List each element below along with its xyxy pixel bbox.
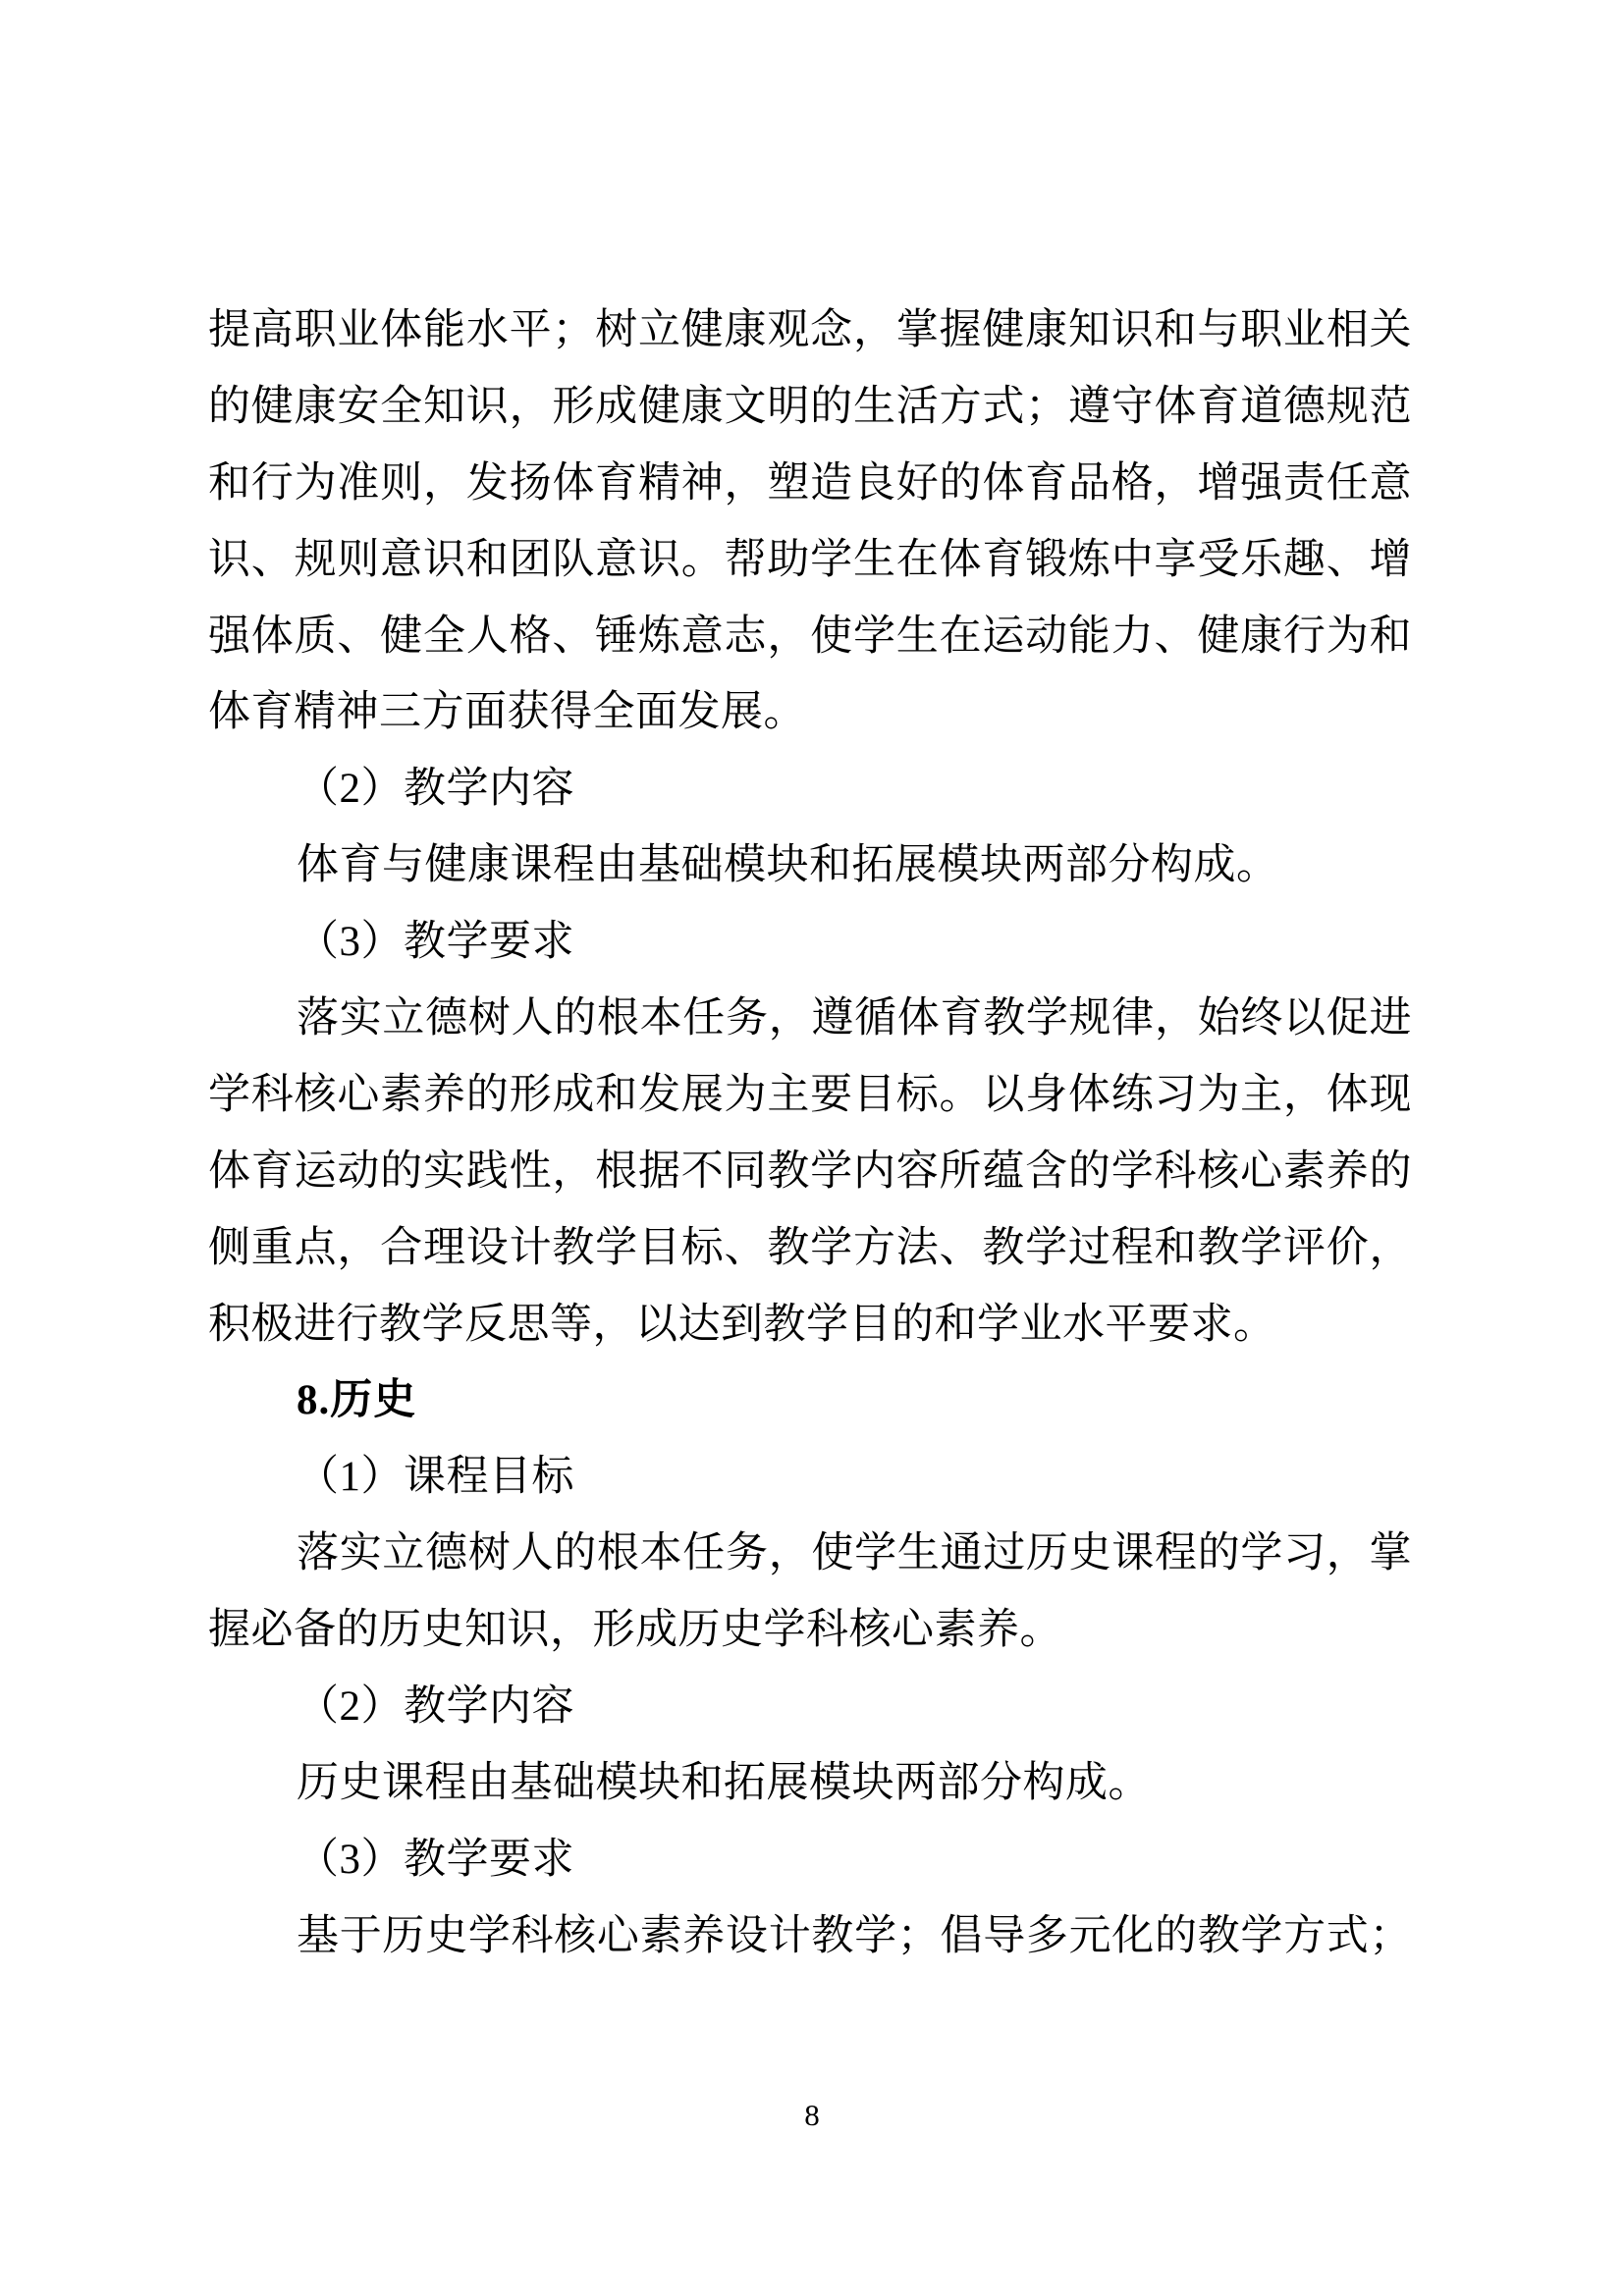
paragraph-line: 基于历史学科核心素养设计教学；倡导多元化的教学方式； <box>297 1912 1412 1959</box>
paragraph-line: 强体质、健全人格、锤炼意志，使学生在运动能力、健康行为和 <box>208 613 1412 660</box>
paragraph-line: 侧重点，合理设计教学目标、教学方法、教学过程和教学评价， <box>208 1224 1412 1271</box>
paragraph-line: 体育与健康课程由基础模块和拓展模块两部分构成。 <box>297 842 1279 889</box>
subsection-heading-teaching-content-history: （2）教学内容 <box>297 1683 574 1731</box>
paragraph-line: 体育运动的实践性，根据不同教学内容所蕴含的学科核心素养的 <box>208 1148 1412 1195</box>
paragraph-line: 握必备的历史知识，形成历史学科核心素养。 <box>208 1607 1062 1654</box>
paragraph-line: 体育精神三方面获得全面发展。 <box>208 689 806 736</box>
text-block <box>208 293 1412 1975</box>
paragraph-line: 识、规则意识和团队意识。帮助学生在体育锻炼中享受乐趣、增 <box>208 536 1412 583</box>
paragraph-line: 落实立德树人的根本任务，使学生通过历史课程的学习，掌 <box>297 1530 1412 1577</box>
paragraph-line: 落实立德树人的根本任务，遵循体育教学规律，始终以促进 <box>297 995 1412 1042</box>
paragraph-line: 历史课程由基础模块和拓展模块两部分构成。 <box>297 1759 1151 1806</box>
paragraph-line: 提高职业体能水平；树立健康观念，掌握健康知识和与职业相关 <box>208 307 1412 353</box>
paragraph-line: 积极进行教学反思等，以达到教学目的和学业水平要求。 <box>208 1301 1276 1348</box>
paragraph-line: 的健康安全知识，形成健康文明的生活方式；遵守体育道德规范 <box>208 383 1412 430</box>
subsection-heading-course-goals-history: （1）课程目标 <box>297 1454 574 1501</box>
page-number: 8 <box>804 2098 820 2132</box>
paragraph-line: 和行为准则，发扬体育精神，塑造良好的体育品格，增强责任意 <box>208 459 1412 507</box>
subsection-heading-teaching-requirements-pe: （3）教学要求 <box>297 919 574 966</box>
section-heading-history: 8.历史 <box>297 1377 417 1424</box>
subsection-heading-teaching-content-pe: （2）教学内容 <box>297 766 574 813</box>
subsection-heading-teaching-requirements-history: （3）教学要求 <box>297 1836 574 1883</box>
paragraph-line: 学科核心素养的形成和发展为主要目标。以身体练习为主，体现 <box>208 1071 1412 1118</box>
